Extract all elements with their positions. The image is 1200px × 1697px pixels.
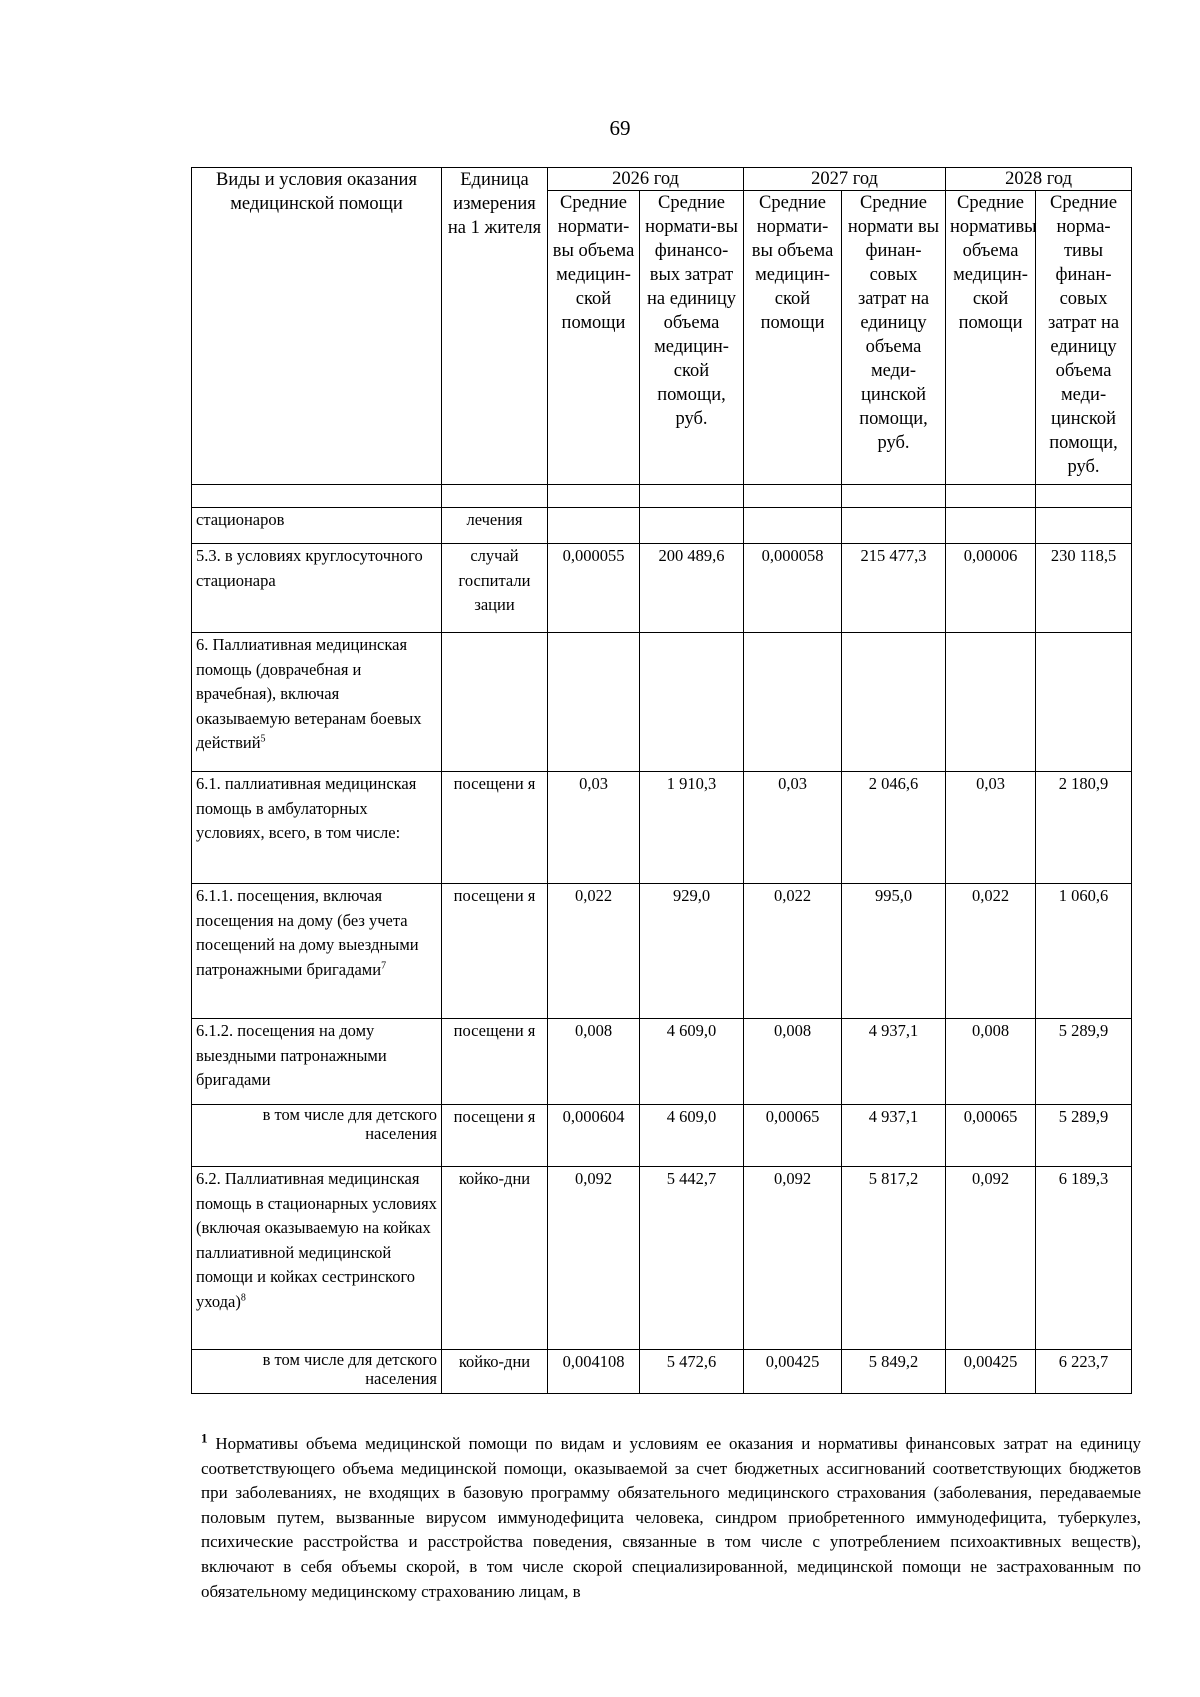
- subheader-cost-2028: Средние норма-тивы финан-совых затрат на единицу объема меди-цинской помощи, руб.: [1036, 191, 1132, 485]
- value-volume-2028: 0,022: [946, 884, 1036, 1019]
- value-volume-2028: 0,00006: [946, 544, 1036, 633]
- year-header-2027: 2027 год: [744, 168, 946, 191]
- table-row: [192, 1350, 1132, 1394]
- subheader-cost-2027: Средние нормати вы финан-совых затрат на единицу объема меди-цинской помощи, руб.: [842, 191, 946, 485]
- spacer-row: [192, 485, 1132, 508]
- row-unit: лечения: [442, 508, 548, 544]
- value-cost-2028: 6 223,7: [1036, 1350, 1132, 1394]
- value-volume-2027: 0,00425: [744, 1350, 842, 1394]
- value-volume-2027: 0,000058: [744, 544, 842, 633]
- row-name-text: 6. Паллиативная медицинская помощь (доврачебная и врачебная), включая оказываемую ветеранам боевых действий: [196, 635, 422, 752]
- footnote-ref: 8: [240, 1292, 246, 1303]
- value-volume-2026: 0,000055: [548, 544, 640, 633]
- footnote: [201, 1432, 1141, 1604]
- row-name: [192, 633, 442, 772]
- value-cost-2027: 4 937,1: [842, 1105, 946, 1167]
- value-cost-2028: 2 180,9: [1036, 772, 1132, 884]
- row-unit: посещени я: [442, 772, 548, 884]
- value-cost-2027: 5 849,2: [842, 1350, 946, 1394]
- footnote-mark: 1: [201, 1430, 208, 1446]
- table-row: [192, 1167, 1132, 1350]
- value-volume-2027: 0,008: [744, 1019, 842, 1105]
- value-volume-2027: 0,092: [744, 1167, 842, 1350]
- footnote-ref: 7: [381, 960, 387, 971]
- value-volume-2028: 0,00065: [946, 1105, 1036, 1167]
- year-header-2028: 2028 год: [946, 168, 1132, 191]
- column-header-unit: Единица измерения на 1 жителя: [442, 168, 548, 485]
- row-unit: койко-дни: [442, 1350, 548, 1394]
- value-cost-2027: 995,0: [842, 884, 946, 1019]
- row-unit: посещени я: [442, 884, 548, 1019]
- table-row: [192, 508, 1132, 544]
- value-volume-2026: 0,03: [548, 772, 640, 884]
- row-unit: случай госпитали зации: [442, 544, 548, 633]
- value-volume-2027: 0,03: [744, 772, 842, 884]
- value-cost-2028: 230 118,5: [1036, 544, 1132, 633]
- year-header-2026: 2026 год: [548, 168, 744, 191]
- value-volume-2027: 0,022: [744, 884, 842, 1019]
- row-name: в том числе для детского населения: [192, 1105, 442, 1167]
- subheader-volume-2027: Средние нормати-вы объема медицин-ской помощи: [744, 191, 842, 485]
- value-cost-2028: 1 060,6: [1036, 884, 1132, 1019]
- row-name: [192, 1167, 442, 1350]
- value-cost-2026: 4 609,0: [640, 1105, 744, 1167]
- value-cost-2026: 4 609,0: [640, 1019, 744, 1105]
- value-volume-2028: 0,00425: [946, 1350, 1036, 1394]
- norms-table: [191, 167, 1132, 1394]
- subheader-volume-2026: Средние нормати-вы объема медицин-ской помощи: [548, 191, 640, 485]
- row-name: 6.1. паллиативная медицинская помощь в амбулаторных условиях, всего, в том числе:: [192, 772, 442, 884]
- value-cost-2028: 5 289,9: [1036, 1105, 1132, 1167]
- footnote-ref: 5: [260, 733, 266, 745]
- value-volume-2026: 0,092: [548, 1167, 640, 1350]
- table-row: [192, 633, 1132, 772]
- value-volume-2026: 0,022: [548, 884, 640, 1019]
- value-cost-2027: 215 477,3: [842, 544, 946, 633]
- value-cost-2026: 200 489,6: [640, 544, 744, 633]
- header-row-years: [192, 168, 1132, 191]
- row-name: стационаров: [192, 508, 442, 544]
- row-name: в том числе для детского населения: [192, 1350, 442, 1394]
- value-volume-2028: 0,092: [946, 1167, 1036, 1350]
- footnote-text: Нормативы объема медицинской помощи по видам и условиям ее оказания и нормативы финансовых затрат на единицу соответствующего объема медицинской помощи, оказываемой за счет бюджетных ассигнований соответствующих бюджетов при заболеваниях, не входящих в базовую программу обязательного медицинского страхования (заболевания, передаваемые половым путем, вызванные вирусом иммунодефицита человека, синдром приобретенного иммунодефицита, туберкулез, психические расстройства и расстройства поведения, связанные в том числе с употреблением психоактивных веществ), включают в себя объемы скорой, в том числе скорой специализированной, медицинской помощи не застрахованным по обязательному медицинскому страхованию лицам, в: [201, 1434, 1141, 1601]
- column-header-name: Виды и условия оказания медицинской помощи: [192, 168, 442, 485]
- subheader-volume-2028: Средние нормативы объема медицин-ской помощи: [946, 191, 1036, 485]
- table-row: [192, 884, 1132, 1019]
- value-cost-2028: 5 289,9: [1036, 1019, 1132, 1105]
- value-cost-2026: 929,0: [640, 884, 744, 1019]
- table-row: [192, 772, 1132, 884]
- value-volume-2026: 0,008: [548, 1019, 640, 1105]
- row-name: 6.1.2. посещения на дому выездными патронажными бригадами: [192, 1019, 442, 1105]
- row-name: 5.3. в условиях круглосуточного стационара: [192, 544, 442, 633]
- row-unit: посещени я: [442, 1019, 548, 1105]
- row-unit: койко-дни: [442, 1167, 548, 1350]
- value-cost-2026: 1 910,3: [640, 772, 744, 884]
- page-number: 69: [609, 116, 631, 140]
- value-cost-2027: 4 937,1: [842, 1019, 946, 1105]
- table-row: [192, 544, 1132, 633]
- value-volume-2026: 0,004108: [548, 1350, 640, 1394]
- value-volume-2028: 0,03: [946, 772, 1036, 884]
- row-name-text: 6.2. Паллиативная медицинская помощь в стационарных условиях (включая оказываемую на койках паллиативной медицинской помощи и койках сестринского ухода): [196, 1169, 437, 1311]
- value-cost-2027: 2 046,6: [842, 772, 946, 884]
- value-volume-2028: 0,008: [946, 1019, 1036, 1105]
- value-volume-2026: 0,000604: [548, 1105, 640, 1167]
- value-volume-2027: 0,00065: [744, 1105, 842, 1167]
- value-cost-2026: 5 472,6: [640, 1350, 744, 1394]
- row-name-text: 6.1.1. посещения, включая посещения на дому (без учета посещений на дому выездными патронажными бригадами: [196, 886, 419, 979]
- value-cost-2028: 6 189,3: [1036, 1167, 1132, 1350]
- value-cost-2026: 5 442,7: [640, 1167, 744, 1350]
- row-unit: посещени я: [442, 1105, 548, 1167]
- table-row: [192, 1105, 1132, 1167]
- row-name: [192, 884, 442, 1019]
- table-row: [192, 1019, 1132, 1105]
- value-cost-2027: 5 817,2: [842, 1167, 946, 1350]
- subheader-cost-2026: Средние нормати-вы финансо-вых затрат на единицу объема медицин-ской помощи, руб.: [640, 191, 744, 485]
